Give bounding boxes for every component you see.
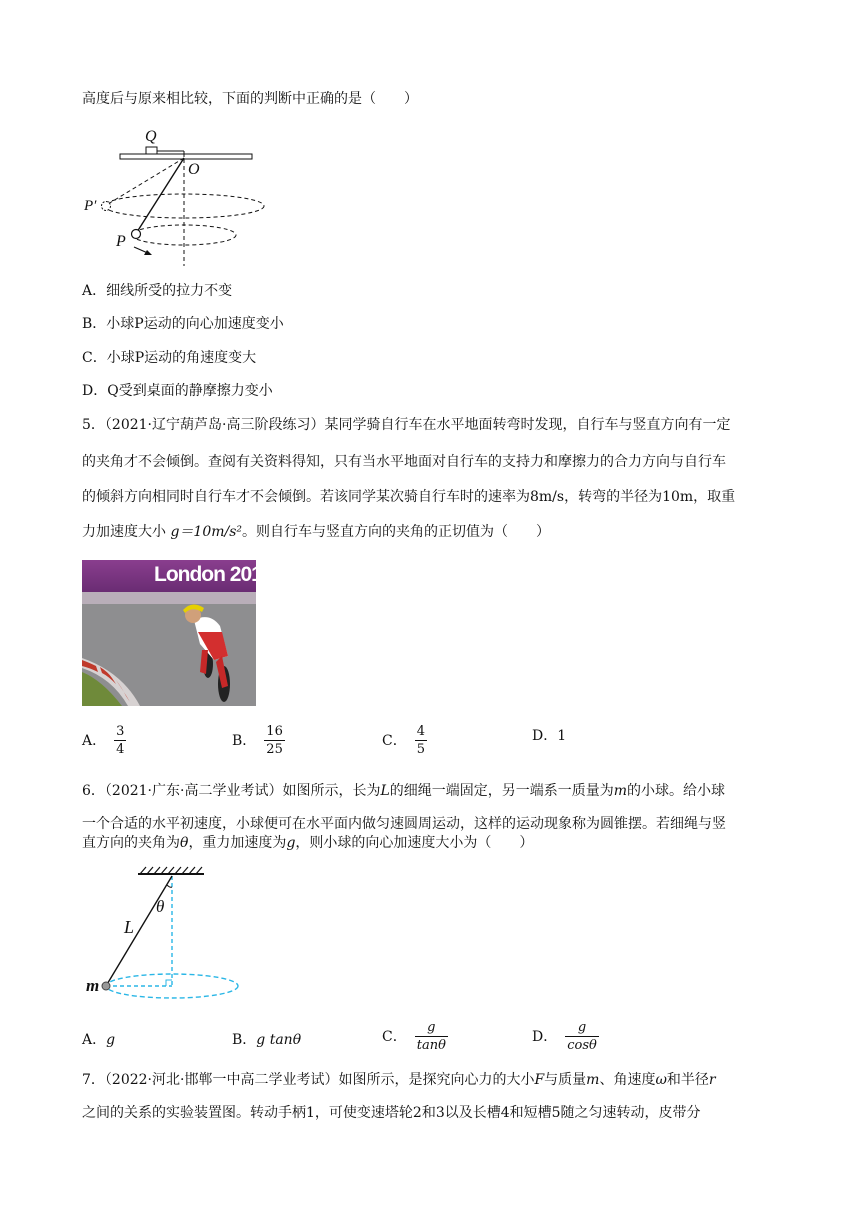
q4-label-p: P — [116, 233, 126, 250]
q5-cyclist-photo — [82, 560, 273, 706]
q6-option-b: B．g tanθ — [232, 1032, 302, 1048]
q6-label-l: L — [124, 917, 135, 937]
q5-option-c: C． $\frac{4}{5}$ — [382, 724, 425, 757]
q5-option-a: A． $\frac{3}{4}$ — [82, 724, 125, 757]
q6-option-a: A．g — [82, 1032, 116, 1048]
q7-line-1: 7．（2022·河北·邯郸一中高二学业考试）如图所示，是探究向心力的大小F与质量m、角速度ω和半径r — [82, 1072, 716, 1088]
q5-line-3: 的倾斜方向相同时自行车才不会倾倒。若该同学某次骑自行车时的速率为8m/s，转弯的半径为10m，取重 — [82, 489, 736, 505]
q4-option-d: D．Q受到桌面的静摩擦力变小 — [82, 383, 273, 399]
q6-conical-pendulum-figure — [84, 864, 244, 1000]
q4-stem-tail: 高度后与原来相比较，下面的判断中正确的是（ ） — [82, 91, 418, 107]
q4-conical-pendulum-figure — [84, 124, 274, 270]
q5-line-1: 5．（2021·辽宁葫芦岛·高三阶段练习）某同学骑自行车在水平地面转弯时发现，自行车与竖直方向有一定 — [82, 417, 731, 433]
q6-label-m: m — [86, 976, 100, 995]
q6-option-d: D． $\frac{g}{\cos\theta}$ — [532, 1020, 597, 1053]
q5-line-2: 的夹角才不会倾倒。查阅有关资料得知，只有当水平地面对自行车的支持力和摩擦力的合力方向与自行车 — [82, 454, 726, 470]
q6-line-1: 6．（2021·广东·高二学业考试）如图所示，长为L的细绳一端固定，另一端系一质量为m的小球。给小球 — [82, 783, 726, 799]
q4-label-p-prime: P′ — [84, 198, 97, 214]
q5-option-d: D．1 — [532, 728, 567, 744]
q4-label-q: Q — [145, 128, 157, 145]
q4-option-b: B．小球P运动的向心加速度变小 — [82, 316, 284, 332]
q5-line-4: 力加速度大小 g＝10m/s²。则自行车与竖直方向的夹角的正切值为（ ） — [82, 524, 551, 540]
q7-line-2: 之间的关系的实验装置图。转动手柄1，可使变速塔轮2和3以及长槽4和短槽5随之匀速转动，皮带分 — [82, 1105, 701, 1121]
q6-option-c: C． $\frac{g}{\tan\theta}$ — [382, 1020, 446, 1053]
q6-label-theta: θ — [156, 897, 165, 916]
q5-option-b: B． $\frac{16}{25}$ — [232, 724, 283, 757]
q6-line-3: 直方向的夹角为θ，重力加速度为g，则小球的向心加速度大小为（ ） — [82, 835, 534, 851]
q5-photo-banner: London 2012 — [154, 563, 273, 586]
q4-option-c: C．小球P运动的角速度变大 — [82, 350, 257, 366]
q4-option-a: A．细线所受的拉力不变 — [82, 283, 233, 299]
q6-line-2: 一个合适的水平初速度，小球便可在水平面内做匀速圆周运动，这样的运动现象称为圆锥摆。若细绳与竖 — [82, 816, 726, 832]
q4-label-o: O — [188, 161, 200, 178]
